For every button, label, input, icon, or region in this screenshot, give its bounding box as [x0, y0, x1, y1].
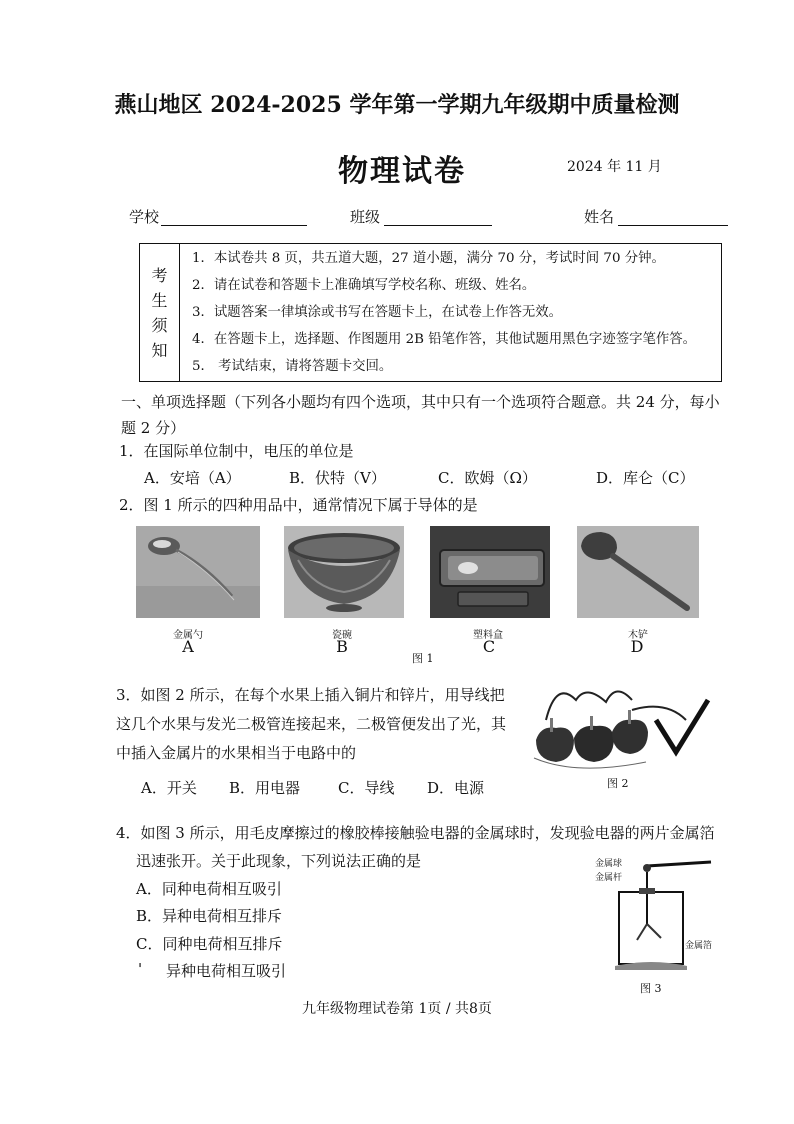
notice-item: 4．在答题卡上，选择题、作图题用 2B 铅笔作答，其他试题用黑色字迹签字笔作答。 [192, 332, 697, 347]
wooden-spatula-image [577, 526, 699, 618]
notice-item: 2．请在试卷和答题卡上准确填写学校名称、班级、姓名。 [192, 278, 536, 293]
label-metal-rod: 金属杆 [595, 873, 623, 883]
figure-2-fruit-battery [516, 680, 716, 780]
q4-option-b[interactable]: B．异种电荷相互排斥 [136, 907, 283, 925]
exam-date: 2024 年 11 月 [567, 159, 662, 175]
name-blank[interactable] [618, 225, 728, 226]
photo-d-letter[interactable]: D [630, 637, 644, 656]
notice-item: 3．试题答案一律填涂或书写在答题卡上，在试卷上作答无效。 [192, 305, 563, 320]
class-blank[interactable] [384, 225, 492, 226]
q3-option-b[interactable]: B．用电器 [229, 779, 301, 797]
label-metal-ball: 金属球 [595, 859, 623, 869]
question-1-stem: 1．在国际单位制中，电压的单位是 [119, 442, 354, 460]
notice-heading-char: 考 [151, 265, 168, 285]
photo-c-letter[interactable]: C [482, 637, 496, 656]
q1-option-d[interactable]: D．库仑（C） [596, 469, 695, 487]
question-4-stem-line-2: 迅速张开。关于此现象，下列说法正确的是 [136, 852, 422, 870]
class-label: 班级 [350, 208, 381, 226]
photo-plastic-box [430, 526, 550, 618]
q1-option-b[interactable]: B．伏特（V） [289, 469, 386, 487]
notice-heading-char: 须 [151, 315, 168, 335]
school-blank[interactable] [161, 225, 307, 226]
photo-a-letter[interactable]: A [182, 637, 194, 656]
q4-option-c[interactable]: C．同种电荷相互排斥 [136, 935, 283, 953]
figure-2-caption: 图 2 [607, 777, 629, 790]
porcelain-bowl-image [284, 526, 404, 618]
notice-item: 1．本试卷共 8 页，共五道大题，27 道小题，满分 70 分，考试时间 70 分钟。 [192, 251, 665, 266]
photo-c-caption: 塑料盒 [473, 630, 503, 641]
school-label: 学校 [129, 208, 160, 226]
photo-a-caption: 金属勺 [173, 630, 203, 641]
plastic-box-image [430, 526, 550, 618]
metal-spoon-image [136, 526, 260, 618]
name-label: 姓名 [584, 208, 615, 226]
page-footer: 九年级物理试卷第 1页 / 共8页 [302, 1001, 492, 1017]
photo-metal-spoon [136, 526, 260, 618]
photo-b-letter[interactable]: B [336, 637, 348, 656]
section-heading: 一、单项选择题（下列各小题均有四个选项，其中只有一个选项符合题意。共 24 分，每小题 2 分） [121, 393, 720, 437]
exam-notice-box [139, 243, 722, 382]
q3-option-c[interactable]: C．导线 [338, 779, 395, 797]
figure-3-electroscope [593, 854, 718, 979]
q3-option-d[interactable]: D．电源 [427, 779, 485, 797]
notice-item: 5． 考试结束，请将答题卡交回。 [192, 359, 393, 374]
question-4-stem-line-1: 4．如图 3 所示，用毛皮摩擦过的橡胶棒接触验电器的金属球时，发现验电器的两片金属箔 [116, 824, 715, 842]
photo-wooden-spatula [577, 526, 699, 618]
question-2-stem: 2．图 1 所示的四种用品中，通常情况下属于导体的是 [119, 496, 478, 514]
notice-heading [140, 244, 180, 381]
photo-b-caption: 瓷碗 [332, 630, 352, 641]
q3-option-a[interactable]: A．开关 [141, 779, 197, 797]
q4-option-d[interactable]: 异种电荷相互吸引 [166, 962, 287, 980]
q1-option-c[interactable]: C．欧姆（Ω） [438, 469, 537, 487]
exam-title: 燕山地区 2024-2025 学年第一学期九年级期中质量检测 [114, 92, 680, 118]
figure-1-caption: 图 1 [412, 652, 434, 665]
figure-3-caption: 图 3 [640, 982, 662, 995]
q1-option-a[interactable]: A．安培（A） [144, 469, 241, 487]
notice-heading-char: 生 [151, 290, 168, 310]
question-3-stem: 3．如图 2 所示，在每个水果上插入铜片和锌片，用导线把这几个水果与发光二极管连接起来，二极管便发出了光，其中插入金属片的水果相当于电路中的 [116, 686, 507, 762]
label-metal-foil: 金属箔 [685, 941, 713, 951]
q4-option-a[interactable]: A．同种电荷相互吸引 [136, 880, 282, 898]
fruit-battery-diagram [516, 680, 716, 780]
q4-option-d-mark: ' [138, 960, 143, 978]
notice-heading-char: 知 [151, 340, 168, 360]
photo-d-caption: 木铲 [628, 630, 648, 641]
photo-porcelain-bowl [284, 526, 404, 618]
subject-title: 物理试卷 [338, 154, 466, 189]
